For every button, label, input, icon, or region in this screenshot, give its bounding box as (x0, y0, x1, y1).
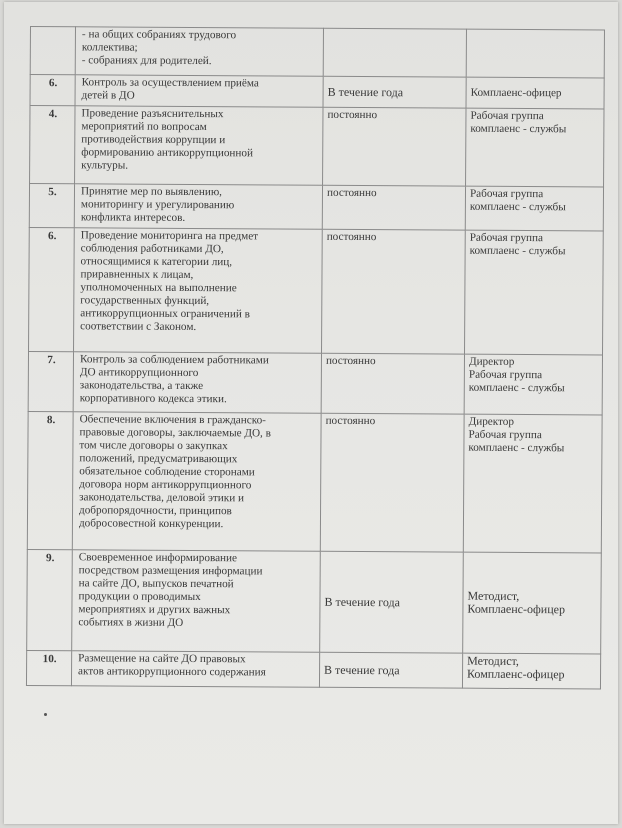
row-number: 9. (27, 549, 73, 650)
term-cell: постоянно (322, 185, 465, 230)
term-cell: постоянно (320, 413, 464, 552)
measure-cell: Своевременное информирование посредством размещения информации на сайте ДО, выпусков печатной продукции о проводимых мероприятиях и других важных событиях в жизни ДО (72, 550, 321, 653)
table-row (27, 411, 602, 553)
measure-cell: Размещение на сайте ДО правовых актов антикоррупционного содержания (71, 651, 319, 688)
responsible-cell: Методист, Комплаенс-офицер (462, 653, 600, 689)
table-row (26, 650, 600, 689)
responsible-cell: Рабочая группа комплаенс - службы (465, 186, 603, 231)
term-cell: В течение года (320, 551, 464, 653)
document-page (4, 2, 618, 824)
row-number: 5. (29, 184, 74, 228)
page-speck (44, 713, 47, 716)
table-row (29, 227, 604, 355)
measure-cell: Обеспечение включения в гражданско- правовые договоры, заключаемые ДО, в том числе договоры о закупках положений, предусматривающих обязательное соблюдение сторонами договора норм антикоррупционного законодательства, деловой этики и добропорядочности, принципов добросовестной конкуренции. (72, 412, 321, 552)
table-row (29, 184, 603, 232)
term-cell: В течение года (319, 652, 462, 688)
table-row (30, 27, 604, 79)
measure-cell: Проведение мониторинга на предмет соблюдения работниками ДО, относящимися к категории лиц, приравненных к лицам, уполномоченных на выполнение государственных функций, антикоррупционных ограничений в соответствии с Законом. (74, 228, 323, 354)
term-cell: постоянно (323, 107, 466, 186)
term-cell (323, 28, 466, 77)
responsible-cell: Рабочая группа комплаенс - службы (466, 108, 604, 187)
responsible-cell (466, 29, 604, 78)
row-number: 4. (30, 106, 75, 184)
term-cell: постоянно (322, 229, 466, 354)
term-cell: В течение года (323, 76, 466, 108)
responsible-cell: Директор Рабочая группа комплаенс - службы (463, 414, 602, 553)
row-number: 10. (26, 650, 71, 685)
row-number: 8. (27, 411, 73, 549)
row-number (30, 27, 75, 75)
measure-cell: - на общих собраниях трудового коллектива; - собраниях для родителей. (75, 27, 323, 77)
table-row (27, 549, 602, 654)
measure-cell: Контроль за осуществлением приёма детей в ДО (75, 75, 323, 108)
responsible-cell: Рабочая группа комплаенс - службы (465, 230, 604, 355)
responsible-cell: Комплаенс-офицер (466, 77, 604, 109)
row-number: 7. (28, 351, 73, 411)
responsible-cell: Методист, Комплаенс-офицер (463, 552, 602, 654)
table-row (28, 351, 602, 415)
row-number: 6. (30, 75, 75, 106)
measure-cell: Контроль за соблюдением работниками ДО антикоррупционного законодательства, а также корпоративного кодекса этики. (73, 352, 321, 414)
table-row (30, 106, 604, 188)
measure-cell: Принятие мер по выявлению, мониторингу и урегулированию конфликта интересов. (74, 184, 322, 230)
measure-cell: Проведение разъяснительных мероприятий по вопросам противодействия коррупции и формированию антикоррупционной культуры. (75, 106, 323, 186)
responsible-cell: Директор Рабочая группа комплаенс - службы (464, 354, 602, 415)
plan-table (26, 26, 604, 687)
row-number: 6. (29, 227, 75, 351)
table-row (30, 75, 604, 110)
term-cell: постоянно (321, 353, 464, 414)
